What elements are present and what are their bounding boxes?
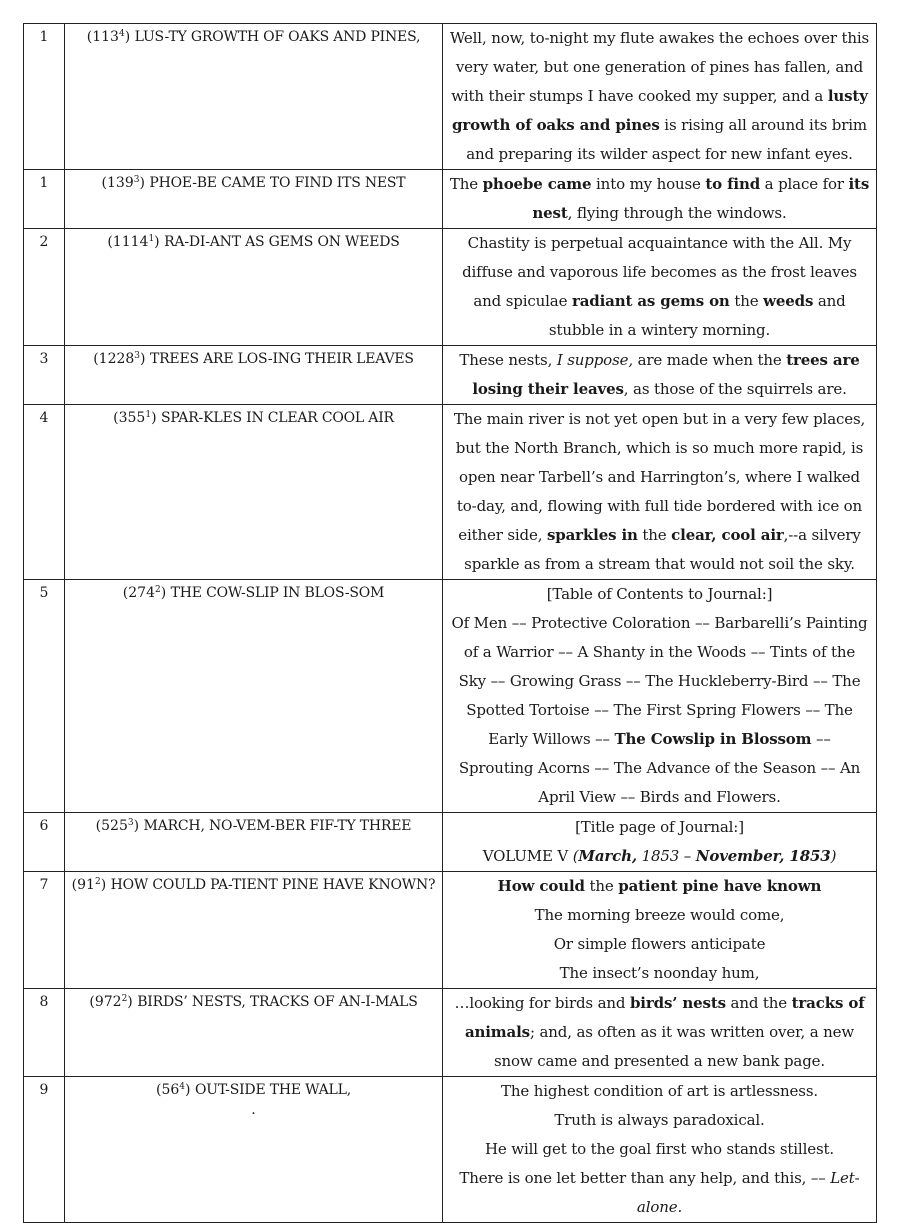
page-ref: 972 bbox=[94, 994, 122, 1010]
entry-title: PHOE-BE CAME TO FIND ITS NEST bbox=[149, 175, 406, 191]
table-row bbox=[24, 872, 877, 989]
page-ref: 139 bbox=[107, 175, 134, 191]
row-number: 7 bbox=[24, 872, 65, 989]
line-ref: 4 bbox=[118, 29, 125, 39]
page-ref: 355 bbox=[118, 410, 146, 426]
table-row bbox=[24, 24, 877, 170]
entry-heading: $(355^1)$ SPAR-KLES IN CLEAR COOL AIR bbox=[65, 405, 443, 580]
entry-title: RA-DI-ANT AS GEMS ON WEEDS bbox=[164, 234, 400, 250]
entry-title: BIRDS’ NESTS, TRACKS OF AN-I-MALS bbox=[137, 994, 418, 1010]
line-ref: 2 bbox=[121, 994, 128, 1004]
poem-line: The insect’s noonday hum, bbox=[559, 964, 760, 982]
table-row bbox=[24, 405, 877, 580]
table-row bbox=[24, 989, 877, 1077]
quote-text: Of Men –– Protective Coloration –– Barbarelli’s Painting of a Warrior –– A Shanty in the Woods –– Tints of the Sky –– Growing Grass –– The Huckleberry-Bird –– The Spotted Tortoise –– The First Spring Flowers –– The Early Willows –– The Cowslip in Blossom –– Sprouting Acorns –– The Advance of the Season –– An April View –– Birds and Flowers. bbox=[451, 614, 868, 806]
entry-title: MARCH, NO-VEM-BER FIF-TY THREE bbox=[143, 818, 412, 834]
quote-text: Chastity is perpetual acquaintance with the All. My diffuse and vaporous life becomes as the frost leaves and spiculae radiant as gems on the weeds and stubble in a wintery morning. bbox=[462, 234, 857, 339]
quote-text: VOLUME V (March, 1853 – November, 1853) bbox=[482, 847, 837, 865]
poem-line: How could the patient pine have known bbox=[497, 877, 822, 895]
table-row bbox=[24, 170, 877, 229]
line-ref: 3 bbox=[134, 351, 141, 361]
entry-title: OUT-SIDE THE WALL, bbox=[194, 1082, 351, 1098]
concordance-table bbox=[23, 23, 877, 1223]
entry-heading: $(525^3)$ MARCH, NO-VEM-BER FIF-TY THREE bbox=[65, 813, 443, 872]
quote-cell bbox=[443, 405, 877, 580]
quote-text: The phoebe came into my house to find a place for its nest, flying through the windows. bbox=[449, 175, 870, 222]
entry-heading: (1114$^1$) RA-DI-ANT AS GEMS ON WEEDS bbox=[65, 229, 443, 346]
line-ref: 1 bbox=[145, 410, 152, 420]
line-ref: 1 bbox=[148, 234, 155, 244]
quote-cell bbox=[443, 170, 877, 229]
quote-cell bbox=[443, 24, 877, 170]
row-number: 1 bbox=[24, 170, 65, 229]
table-row bbox=[24, 580, 877, 813]
quote-heading: [Title page of Journal:] bbox=[575, 818, 744, 836]
table-row bbox=[24, 1077, 877, 1223]
entry-title: HOW COULD PA-TIENT PINE HAVE KNOWN? bbox=[110, 877, 436, 893]
entry-heading: (1228$^3$) TREES ARE LOS-ING THEIR LEAVES bbox=[65, 346, 443, 405]
entry-heading: $(274^2)$ THE COW-SLIP IN BLOS-SOM bbox=[65, 580, 443, 813]
row-number: 5 bbox=[24, 580, 65, 813]
quote-cell bbox=[443, 872, 877, 989]
entry-heading: $(972^2)$ BIRDS’ NESTS, TRACKS OF AN-I-MALS bbox=[65, 989, 443, 1077]
quote-cell bbox=[443, 813, 877, 872]
page-ref: 113 bbox=[92, 29, 119, 45]
page-ref: 525 bbox=[101, 818, 128, 834]
page-ref: 1114 bbox=[112, 234, 149, 250]
quote-text: …looking for birds and birds’ nests and the tracks of animals; and, as often as it was written over, a new snow came and presented a new bank page. bbox=[454, 994, 865, 1070]
entry-heading: $(139^3)$ PHOE-BE CAME TO FIND ITS NEST bbox=[65, 170, 443, 229]
row-number: 6 bbox=[24, 813, 65, 872]
entry-title: TREES ARE LOS-ING THEIR LEAVES bbox=[149, 351, 414, 367]
aphorism-line: There is one let better than any help, and this, –– Let-alone. bbox=[459, 1169, 860, 1216]
line-ref: 2 bbox=[94, 877, 101, 887]
line-ref: 4 bbox=[179, 1082, 186, 1092]
page-ref: 91 bbox=[77, 877, 95, 893]
entry-heading: $(113^4)$ LUS-TY GROWTH OF OAKS AND PINES, bbox=[65, 24, 443, 170]
entry-title: LUS-TY GROWTH OF OAKS AND PINES, bbox=[134, 29, 421, 45]
page-ref: 274 bbox=[128, 585, 155, 601]
quote-cell bbox=[443, 229, 877, 346]
entry-title: SPAR-KLES IN CLEAR COOL AIR bbox=[160, 410, 394, 426]
quote-cell bbox=[443, 989, 877, 1077]
row-number: 9 bbox=[24, 1077, 65, 1223]
line-ref: 2 bbox=[155, 585, 161, 595]
entry-heading: $(91^2)$ HOW COULD PA-TIENT PINE HAVE KNOWN? bbox=[65, 872, 443, 989]
line-ref: 3 bbox=[133, 175, 140, 185]
quote-text: These nests, I suppose, are made when the trees are losing their leaves, as those of the squirrels are. bbox=[459, 351, 860, 398]
table-row bbox=[24, 229, 877, 346]
poem-line: The morning breeze would come, bbox=[534, 906, 785, 924]
quote-text: The main river is not yet open but in a very few places, but the North Branch, which is so much more rapid, is open near Tarbell’s and Harrington’s, where I walked to-day, and, flowing with full tide bordered with ice on either side, sparkles in the clear, cool air,--a silvery sparkle as from a stream that would not soil the sky. bbox=[453, 410, 866, 573]
page-ref: 56 bbox=[161, 1082, 180, 1098]
quote-cell bbox=[443, 580, 877, 813]
poem-line: Or simple flowers anticipate bbox=[553, 935, 766, 953]
row-number: 3 bbox=[24, 346, 65, 405]
quote-heading: [Table of Contents to Journal:] bbox=[546, 585, 773, 603]
entry-heading: $(56^4)$ OUT-SIDE THE WALL, . bbox=[65, 1077, 443, 1223]
quote-text: Well, now, to-night my flute awakes the echoes over this very water, but one generation of pines has fallen, and with their stumps I have cooked my supper, and a lusty growth of oaks and pines is rising all around its brim and preparing its wilder aspect for new infant eyes. bbox=[449, 29, 870, 163]
entry-extra: . bbox=[251, 1102, 256, 1118]
aphorism-line: The highest condition of art is artlessness. bbox=[500, 1082, 818, 1100]
table-row bbox=[24, 813, 877, 872]
table-row bbox=[24, 346, 877, 405]
row-number: 8 bbox=[24, 989, 65, 1077]
line-ref: 3 bbox=[127, 818, 134, 828]
aphorism-line: He will get to the goal first who stands stillest. bbox=[485, 1140, 834, 1158]
quote-cell bbox=[443, 346, 877, 405]
quote-cell bbox=[443, 1077, 877, 1223]
row-number: 2 bbox=[24, 229, 65, 346]
row-number: 4 bbox=[24, 405, 65, 580]
row-number: 1 bbox=[24, 24, 65, 170]
page-ref: 1228 bbox=[98, 351, 135, 367]
aphorism-line: Truth is always paradoxical. bbox=[554, 1111, 765, 1129]
entry-title: THE COW-SLIP IN BLOS-SOM bbox=[170, 585, 385, 601]
